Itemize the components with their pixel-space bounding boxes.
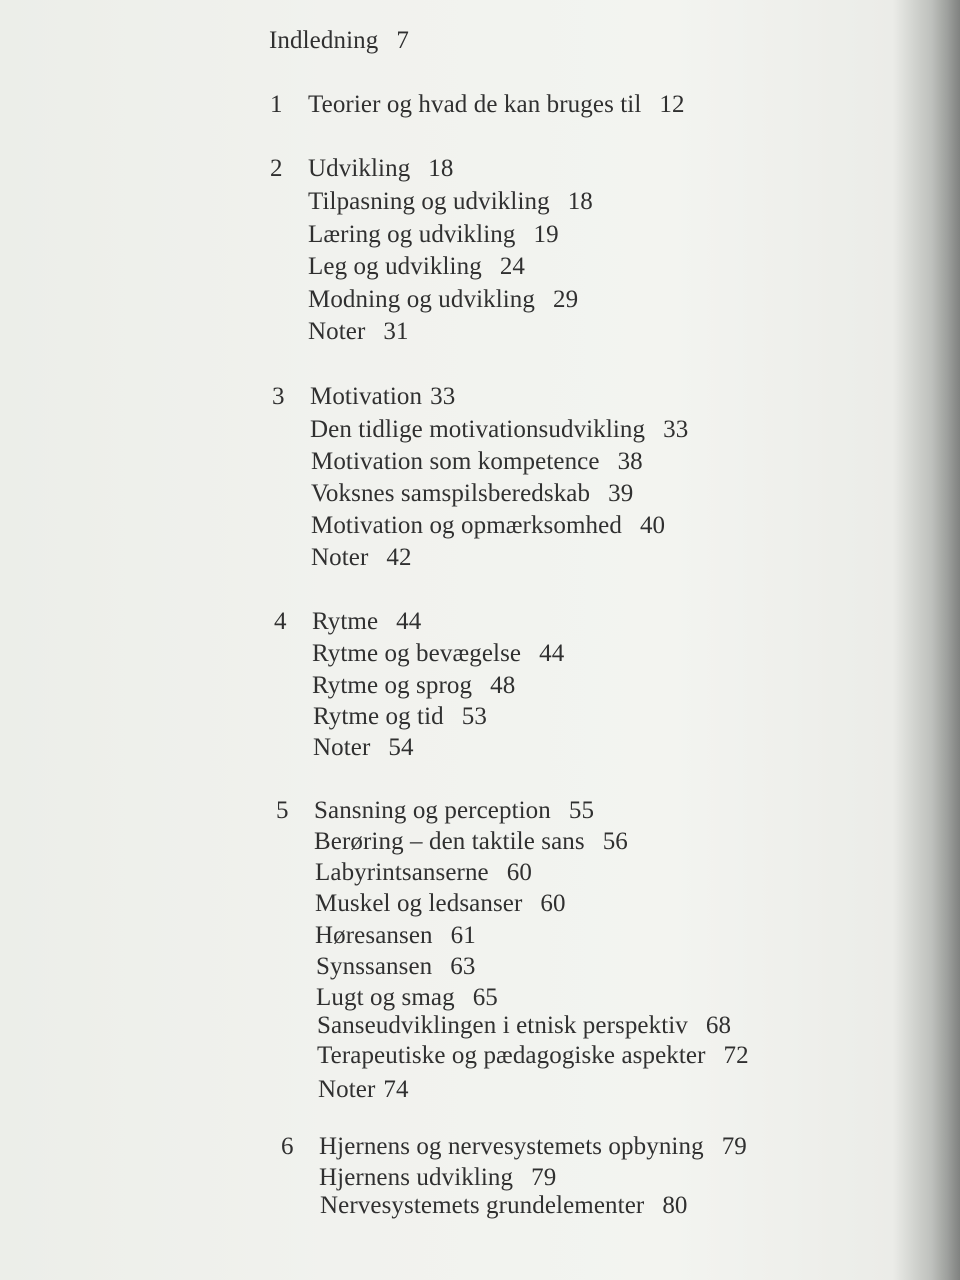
section-title: Muskel og ledsanser [315, 890, 523, 917]
section-entry [308, 220, 559, 250]
section-title: Høresansen [315, 922, 433, 949]
section-entry [310, 415, 688, 445]
section-page: 68 [705, 1012, 732, 1039]
section-page: 61 [450, 922, 476, 949]
chapter-title-2 [308, 154, 454, 184]
chapter-page: 18 [428, 155, 454, 182]
section-title: Motivation som kompetence [311, 448, 600, 475]
section-entry [308, 252, 525, 282]
chapter-title-6 [319, 1132, 747, 1162]
section-title: Rytme og bevægelse [312, 640, 522, 667]
section-page: 33 [663, 416, 689, 443]
chapter-title-3 [310, 382, 455, 412]
chapter-number: 6 [281, 1133, 294, 1160]
chapter-title-text: Hjernens og nervesystemets opbyning [319, 1133, 704, 1160]
section-entry [319, 1163, 556, 1193]
chapter-title-1 [308, 90, 685, 120]
section-entry [315, 889, 566, 919]
chapter-page: 55 [568, 797, 595, 824]
section-page: 29 [553, 286, 579, 313]
section-page: 74 [383, 1076, 409, 1103]
section-page: 42 [386, 544, 412, 571]
section-entry [315, 858, 532, 888]
section-page: 54 [388, 734, 414, 761]
section-page: 60 [540, 890, 566, 917]
section-title: Rytme og tid [313, 703, 444, 730]
chapter-title-text: Rytme [312, 608, 379, 635]
section-title: Læring og udvikling [308, 221, 516, 248]
section-title: Modning og udvikling [308, 286, 536, 313]
section-title: Hjernens udvikling [319, 1164, 514, 1191]
section-page: 18 [567, 188, 593, 215]
section-page: 39 [608, 480, 634, 507]
chapter-number: 1 [270, 91, 283, 118]
toc-intro-page: 7 [396, 27, 409, 54]
chapter-title-text: Teorier og hvad de kan bruges til [308, 91, 642, 118]
chapter-page: 79 [721, 1133, 747, 1160]
toc-intro [269, 26, 409, 56]
section-page: 79 [531, 1164, 557, 1191]
section-page: 63 [450, 953, 476, 980]
chapter-page: 44 [396, 608, 422, 635]
section-entry [313, 733, 414, 763]
section-title: Lugt og smag [316, 984, 455, 1011]
section-title: Noter [318, 1076, 376, 1103]
section-title: Voksnes samspilsberedskab [311, 480, 591, 507]
section-title: Synssansen [316, 953, 433, 980]
section-entry [317, 1011, 731, 1041]
section-title: Tilpasning og udvikling [308, 188, 550, 215]
section-page: 48 [490, 672, 516, 699]
section-title: Terapeutiske og pædagogiske aspekter [317, 1042, 706, 1069]
section-page: 65 [472, 984, 498, 1011]
chapter-number: 2 [270, 155, 283, 182]
section-entry [315, 921, 476, 951]
section-title: Noter [313, 734, 371, 761]
section-page: 72 [723, 1042, 749, 1069]
chapter-title-text: Sansning og perception [314, 797, 551, 824]
section-page: 24 [499, 253, 526, 280]
section-page: 31 [383, 318, 409, 345]
toc-intro-title: Indledning [269, 27, 379, 54]
chapter-number: 4 [274, 608, 287, 635]
chapter-number: 3 [272, 383, 285, 410]
chapter-title-4 [312, 607, 421, 637]
page-edge-shadow [932, 0, 960, 1280]
section-entry [320, 1191, 688, 1221]
chapter-title-text: Motivation [310, 383, 423, 410]
section-page: 19 [533, 221, 559, 248]
chapter-title-text: Udvikling [308, 155, 411, 182]
chapter-title-5 [314, 796, 594, 826]
section-page: 56 [602, 828, 628, 855]
section-entry [313, 702, 487, 732]
section-title: Leg og udvikling [308, 253, 482, 280]
section-entry [311, 447, 643, 477]
section-page: 38 [617, 448, 643, 475]
section-title: Sanseudviklingen i etnisk perspektiv [317, 1012, 688, 1039]
section-title: Noter [308, 318, 366, 345]
section-entry [312, 639, 564, 669]
chapter-number: 5 [276, 797, 289, 824]
section-entry [316, 952, 476, 982]
section-page: 40 [639, 512, 666, 539]
section-page: 44 [539, 640, 565, 667]
section-entry [316, 983, 498, 1013]
section-entry [312, 671, 515, 701]
section-entry [308, 317, 409, 347]
section-entry [311, 511, 665, 541]
section-title: Motivation og opmærksomhed [311, 512, 622, 539]
section-title: Nervesystemets grundelementer [320, 1192, 645, 1219]
section-entry [311, 479, 633, 509]
section-title: Berøring – den taktile sans [314, 828, 585, 855]
section-title: Labyrintsanserne [315, 859, 489, 886]
section-entry [314, 827, 628, 857]
section-entry [308, 285, 578, 315]
section-entry [308, 187, 593, 217]
chapter-page: 12 [659, 91, 685, 118]
section-title: Den tidlige motivationsudvikling [310, 416, 646, 443]
section-page: 60 [506, 859, 532, 886]
section-page: 80 [662, 1192, 688, 1219]
section-page: 53 [461, 703, 487, 730]
section-entry [317, 1041, 749, 1071]
section-title: Noter [311, 544, 369, 571]
section-entry [311, 543, 412, 573]
chapter-page: 33 [430, 383, 456, 410]
section-title: Rytme og sprog [312, 672, 473, 699]
section-entry [318, 1075, 409, 1105]
